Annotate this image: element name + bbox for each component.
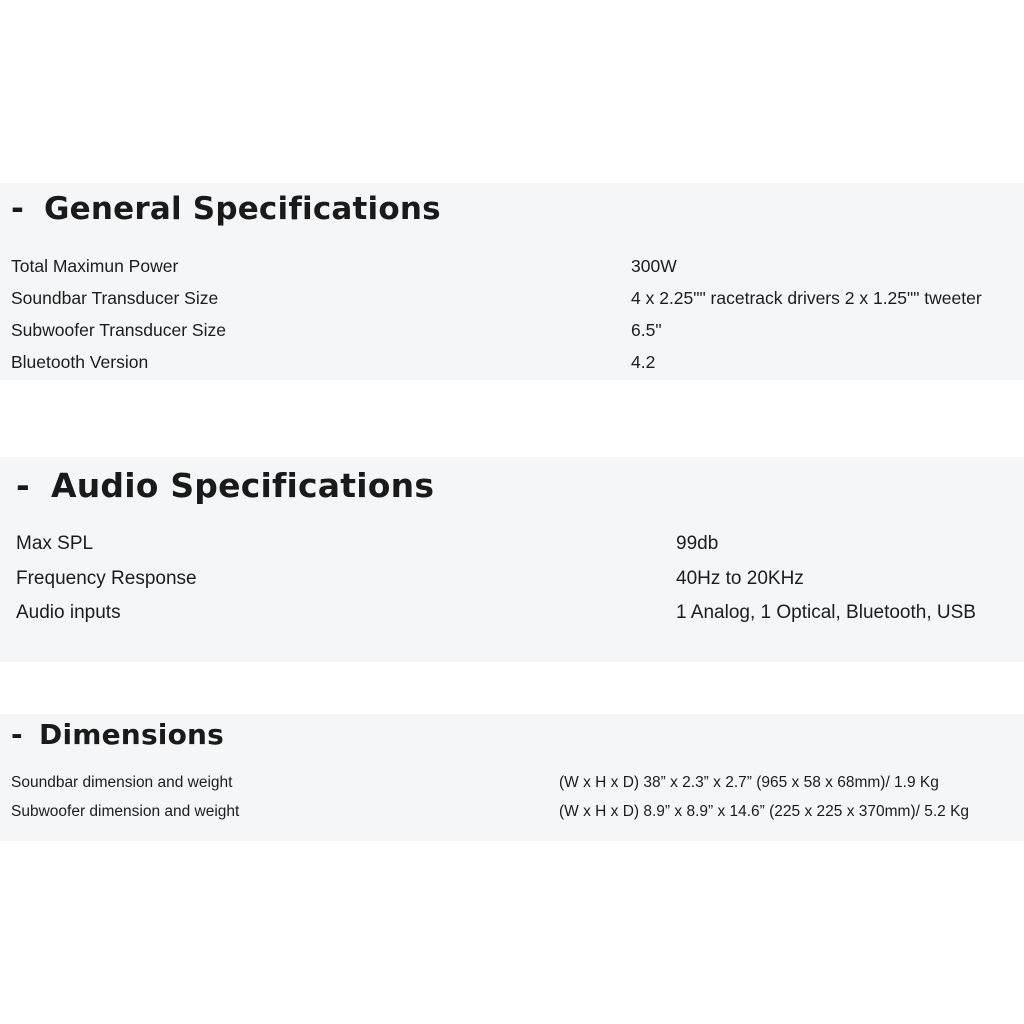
- spec-value: 6.5": [631, 320, 662, 340]
- spec-label: Frequency Response: [16, 568, 197, 589]
- collapse-dash-icon[interactable]: -: [16, 466, 30, 505]
- spec-value: 40Hz to 20KHz: [676, 568, 804, 589]
- spec-label: Total Maximun Power: [11, 256, 179, 276]
- spec-label: Audio inputs: [16, 602, 121, 623]
- spec-value: 1 Analog, 1 Optical, Bluetooth, USB: [676, 602, 976, 623]
- spec-value: (W x H x D) 38” x 2.3” x 2.7” (965 x 58 x 68mm)/ 1.9 Kg: [559, 774, 939, 791]
- audio-specifications-panel: [0, 457, 1024, 662]
- spec-value: 4 x 2.25"" racetrack drivers 2 x 1.25"" tweeter: [631, 288, 982, 308]
- section-title: Dimensions: [39, 718, 225, 751]
- spec-label: Soundbar dimension and weight: [11, 774, 233, 791]
- general-specifications-panel: [0, 183, 1024, 380]
- spec-label: Subwoofer dimension and weight: [11, 803, 240, 820]
- spec-value: (W x H x D) 8.9” x 8.9” x 14.6” (225 x 225 x 370mm)/ 5.2 Kg: [559, 803, 970, 820]
- spec-value: 4.2: [631, 352, 656, 372]
- section-title: General Specifications: [44, 191, 441, 227]
- spec-label: Subwoofer Transducer Size: [11, 320, 226, 340]
- dimensions-panel: [0, 714, 1024, 841]
- section-title: Audio Specifications: [51, 466, 435, 505]
- dimensions-heading: [11, 718, 224, 751]
- collapse-dash-icon[interactable]: -: [11, 718, 23, 751]
- spec-value: 99db: [676, 533, 719, 554]
- general-specifications-heading: [11, 191, 441, 227]
- spec-value: 300W: [631, 256, 677, 276]
- spec-label: Max SPL: [16, 533, 94, 554]
- spec-label: Soundbar Transducer Size: [11, 288, 219, 308]
- audio-specifications-heading: [16, 466, 434, 505]
- collapse-dash-icon[interactable]: -: [11, 191, 25, 227]
- spec-label: Bluetooth Version: [11, 352, 149, 372]
